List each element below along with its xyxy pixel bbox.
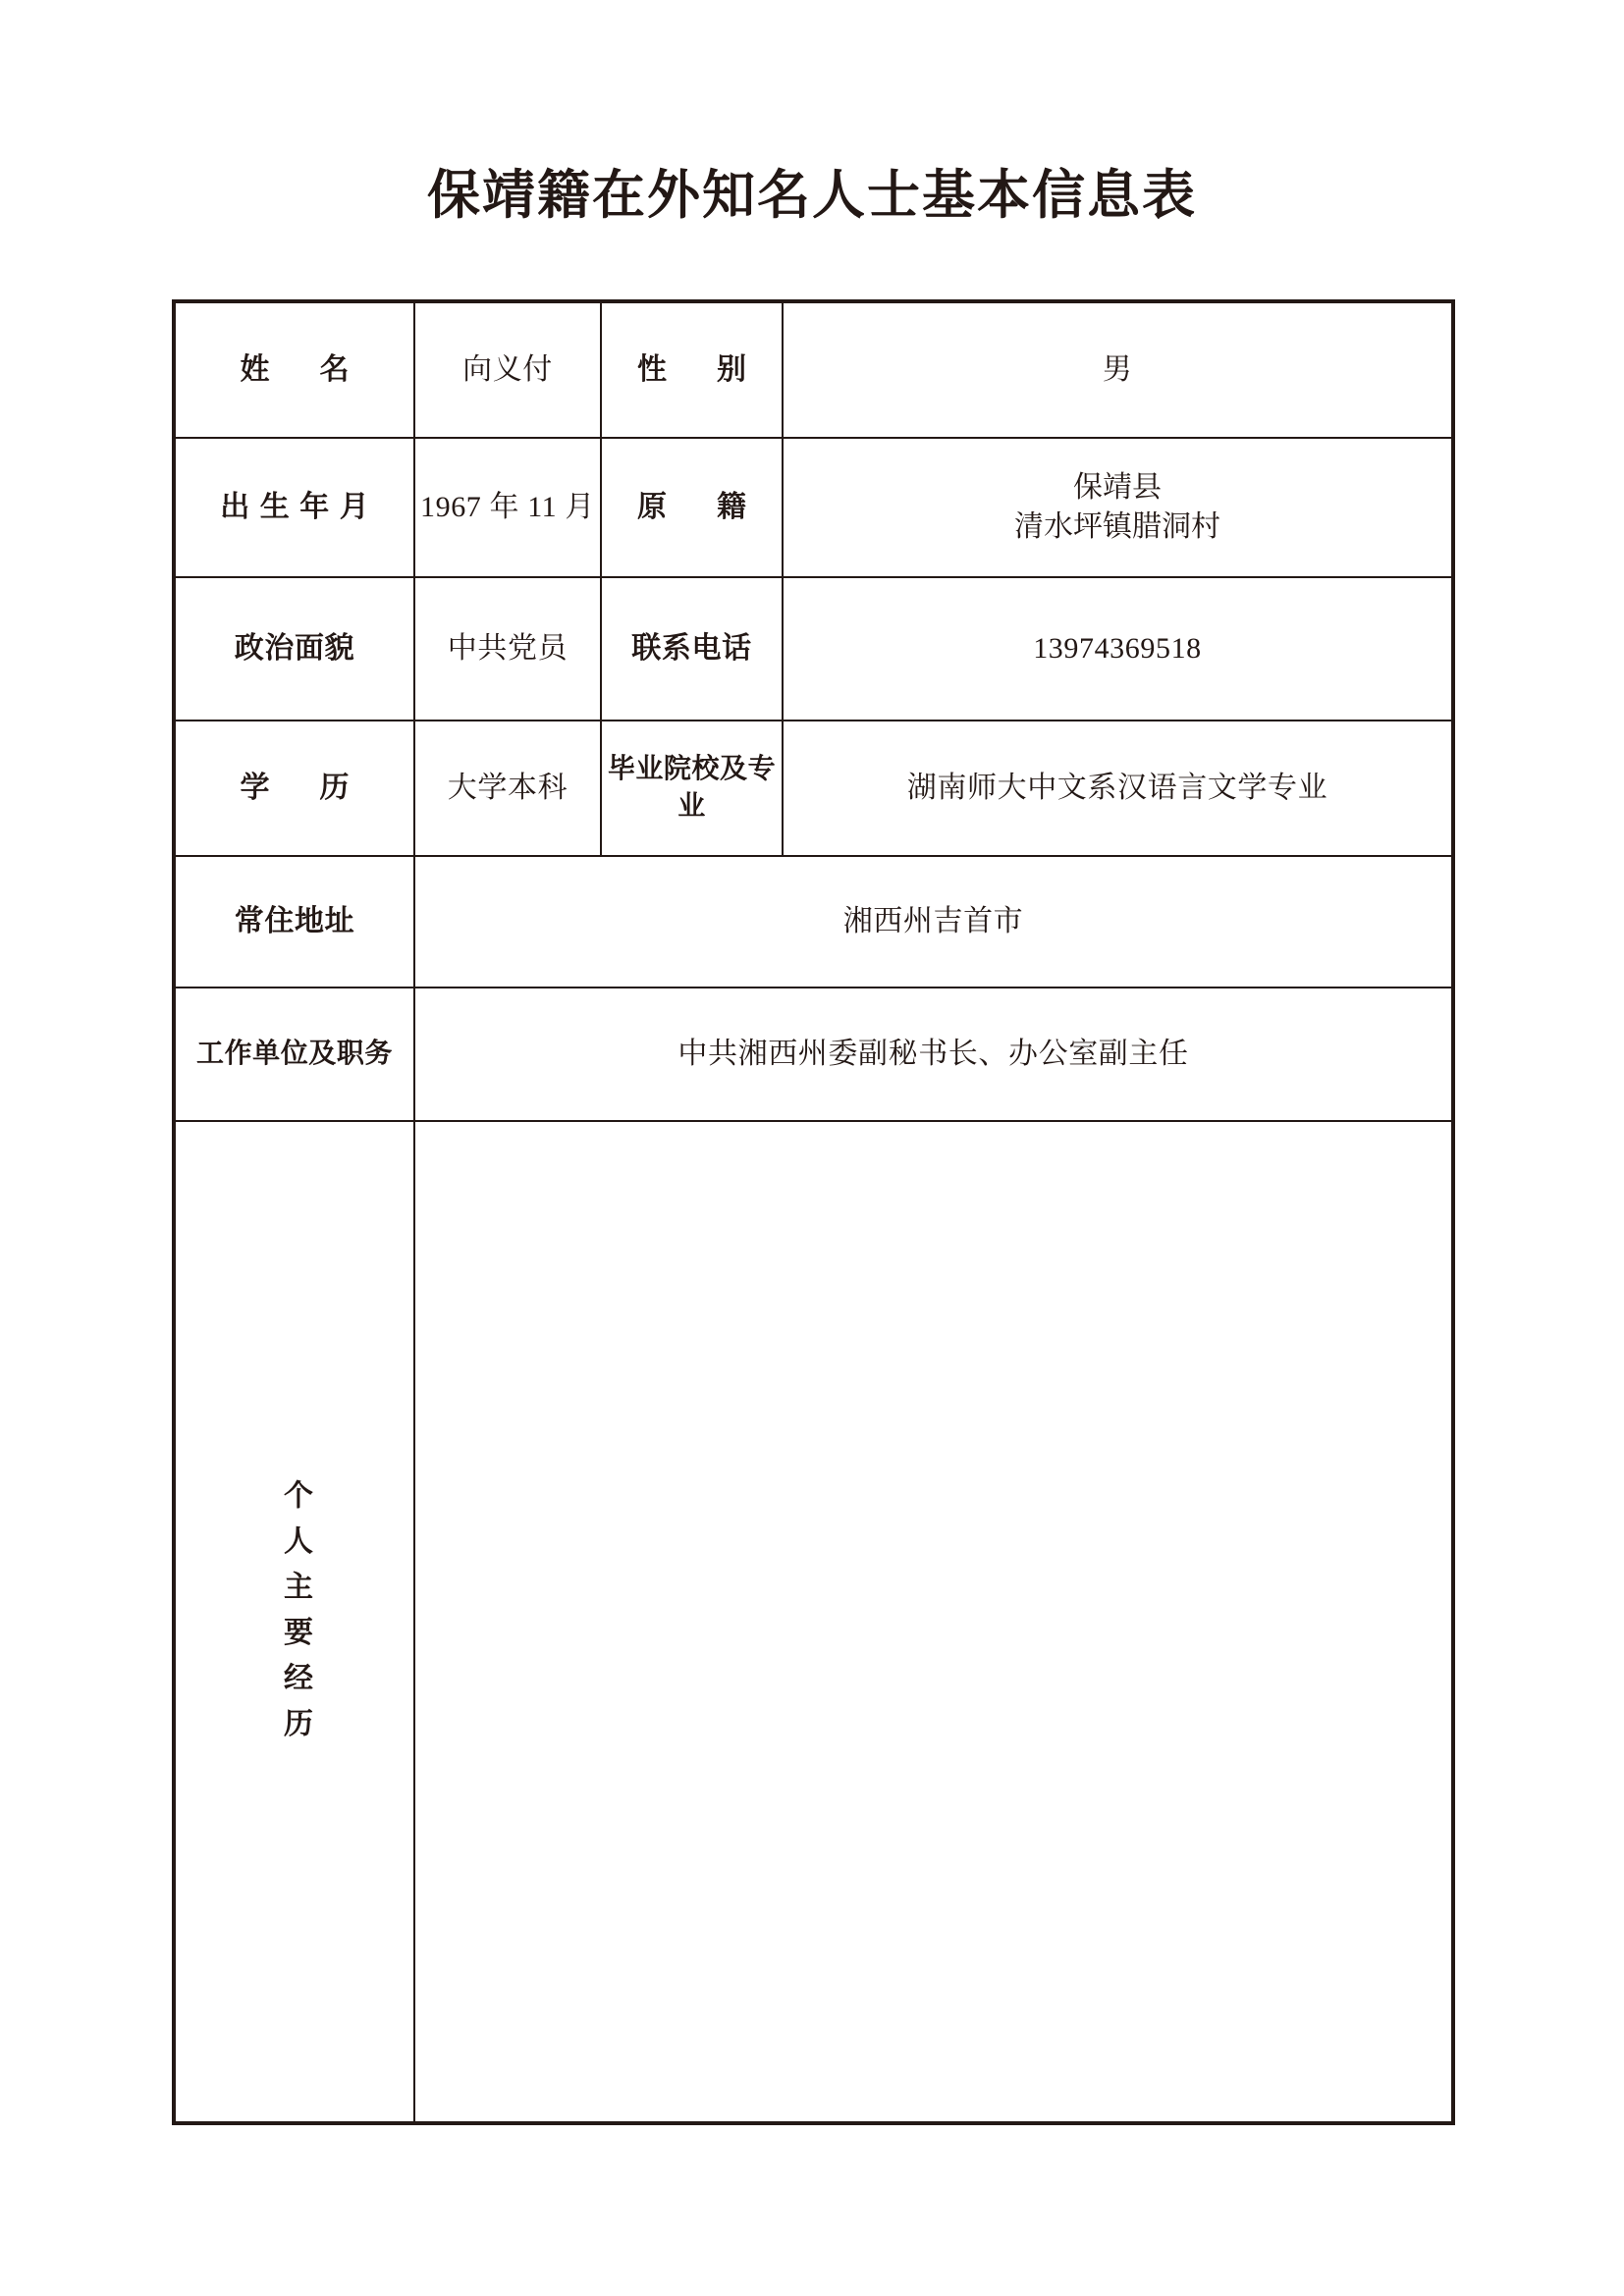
label-phone: 联系电话	[601, 577, 783, 721]
table-row-political-status	[174, 577, 1453, 721]
value-origin-line2: 清水坪镇腊洞村	[1014, 510, 1220, 543]
value-name: 向义付	[414, 301, 601, 438]
label-experience: 个人主要经历	[279, 1478, 311, 1753]
label-origin: 原 籍	[601, 438, 783, 577]
value-phone: 13974369518	[783, 577, 1453, 721]
label-education: 学 历	[174, 721, 414, 856]
value-gender: 男	[1102, 352, 1133, 386]
label-school-major: 毕业院校及专业	[601, 721, 783, 856]
table-row-residence	[174, 856, 1453, 988]
label-residence: 常住地址	[174, 856, 414, 988]
value-education: 大学本科	[414, 721, 601, 856]
label-birthdate: 出生年月	[174, 438, 414, 577]
label-name: 姓 名	[174, 301, 414, 438]
value-birthdate: 1967 年 11 月	[414, 438, 601, 577]
label-gender: 性 别	[601, 301, 783, 438]
label-employer-position: 工作单位及职务	[174, 988, 414, 1121]
table-row-education	[174, 721, 1453, 856]
value-experience	[414, 1121, 1453, 2123]
label-political-status: 政治面貌	[174, 577, 414, 721]
value-political-status: 中共党员	[414, 577, 601, 721]
table-row-name	[174, 301, 1453, 438]
value-gender-and-photo	[783, 301, 1453, 438]
table-row-birthdate	[174, 438, 1453, 577]
value-employer-position: 中共湘西州委副秘书长、办公室副主任	[414, 988, 1453, 1121]
page-title: 保靖籍在外知名人士基本信息表	[427, 166, 1197, 225]
table-row-employer-position	[174, 988, 1453, 1121]
value-origin-line1: 保靖县	[1073, 470, 1162, 504]
value-school-major: 湖南师大中文系汉语言文学专业	[783, 721, 1453, 856]
table-row-experience	[174, 1121, 1453, 2123]
value-origin	[783, 438, 1453, 577]
label-experience-cell	[174, 1121, 414, 2123]
value-residence: 湘西州吉首市	[414, 856, 1453, 988]
personal-info-table	[172, 299, 1455, 2125]
